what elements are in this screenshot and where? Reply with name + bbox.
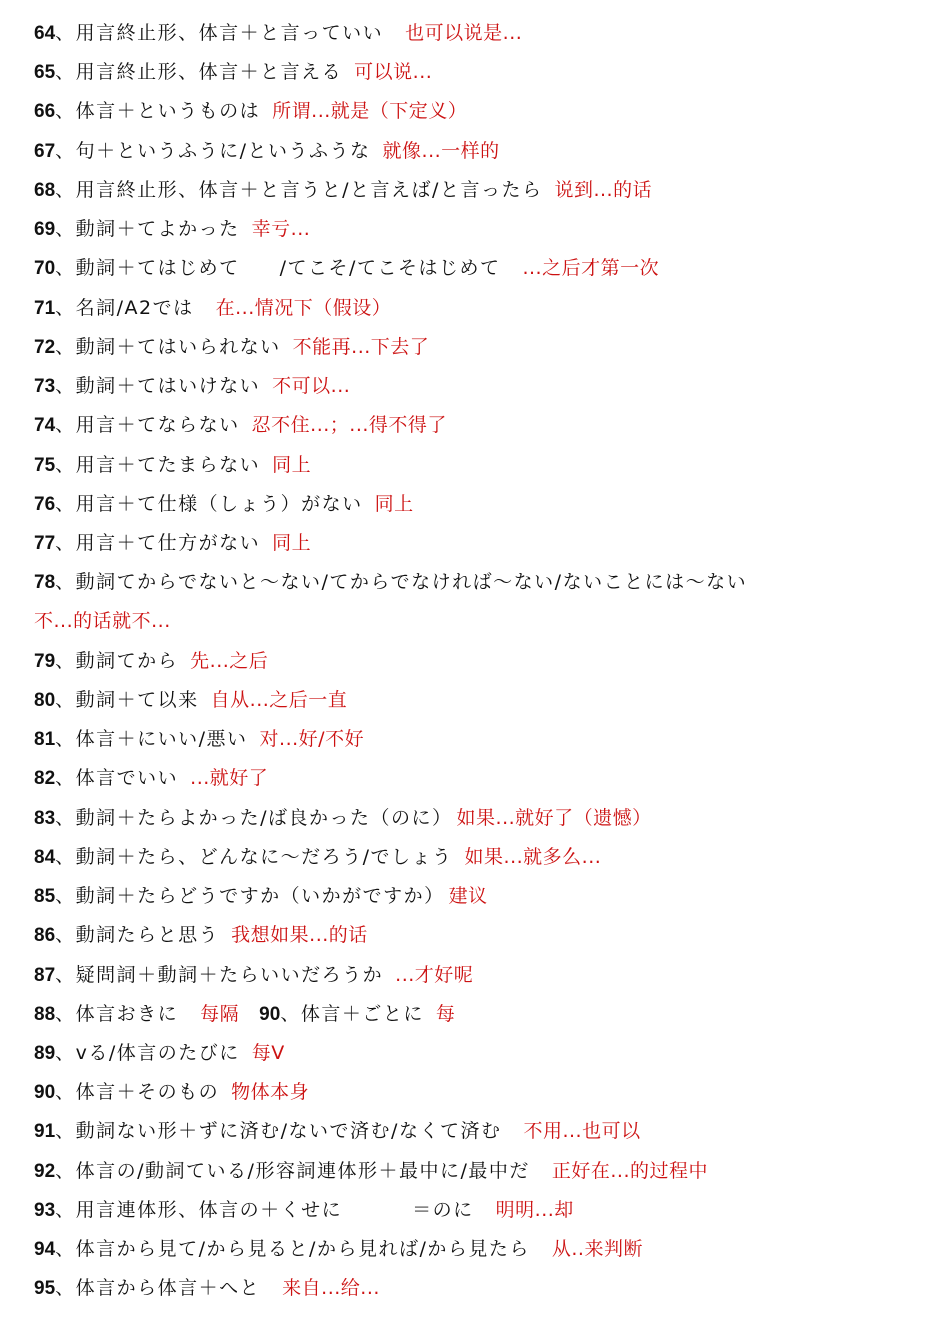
entry-chinese: 同上 — [374, 493, 414, 515]
entry-90 — [34, 1077, 309, 1107]
entry-number: 78 — [34, 572, 56, 593]
entry-94 — [34, 1234, 643, 1264]
entry-number: 89 — [34, 1043, 56, 1064]
entry-95 — [34, 1273, 380, 1303]
entry-japanese-inline: 、体言＋ごとに — [280, 1003, 424, 1025]
entry-japanese: 、動詞＋て以来 — [55, 689, 199, 711]
entry-number: 65 — [34, 62, 56, 83]
entry-japanese: 、動詞＋たらよかった/ば良かった（のに） — [55, 807, 453, 829]
entry-chinese: ...就好了 — [190, 767, 269, 789]
entry-number-inline: 90 — [259, 1004, 281, 1025]
entry-number: 75 — [34, 455, 56, 476]
entry-chinese: ...才好呢 — [395, 964, 474, 986]
entry-japanese: 、名詞/A2では — [55, 297, 194, 319]
entry-chinese: 如果...就多么... — [464, 846, 602, 868]
entry-number: 81 — [34, 729, 56, 750]
entry-chinese: 对...好/不好 — [259, 728, 365, 750]
entry-66 — [34, 96, 467, 126]
entry-number: 83 — [34, 808, 56, 829]
entry-chinese: 可以说... — [354, 61, 433, 83]
entry-japanese: 、体言でいい — [55, 767, 179, 789]
entry-chinese: 如果...就好了（遗憾） — [456, 807, 652, 829]
entry-chinese: 就像...一样的 — [382, 140, 500, 162]
entry-chinese: 不用...也可以 — [523, 1120, 641, 1142]
entry-number: 95 — [34, 1278, 56, 1299]
entry-68 — [34, 175, 652, 205]
entry-72 — [34, 332, 429, 362]
entry-chinese: 从..来判断 — [551, 1238, 643, 1260]
entry-japanese: 、体言＋そのもの — [55, 1081, 220, 1103]
entry-chinese: 明明...却 — [495, 1199, 574, 1221]
entry-75 — [34, 450, 311, 480]
entry-number: 64 — [34, 23, 56, 44]
entry-japanese: 、用言＋てたまらない — [55, 454, 261, 476]
entry-japanese: 、用言終止形、体言＋と言っていい — [55, 22, 384, 44]
entry-japanese: 、体言から体言＋へと — [55, 1277, 261, 1299]
entry-chinese: 自从...之后一直 — [210, 689, 348, 711]
entry-71 — [34, 293, 391, 323]
entry-japanese: 、動詞＋てよかった — [55, 218, 240, 240]
entry-76 — [34, 489, 414, 519]
entry-64 — [34, 18, 522, 48]
entry-65 — [34, 57, 432, 87]
entry-japanese: 、動詞＋たらどうですか（いかがですか） — [55, 885, 445, 907]
entry-chinese: 在...情况下（假设） — [215, 297, 392, 319]
entry-japanese: 、動詞＋てはいけない — [55, 375, 261, 397]
entry-japanese: 、vる/体言のたびに — [55, 1042, 240, 1064]
entry-japanese: 、用言＋て仕方がない — [55, 532, 261, 554]
entry-number: 92 — [34, 1161, 56, 1182]
entry-87 — [34, 960, 473, 990]
entry-chinese: ...之后才第一次 — [522, 257, 660, 279]
entry-japanese: 、用言連体形、体言の＋くせに — [55, 1199, 343, 1221]
entry-chinese: 同上 — [272, 454, 312, 476]
entry-number: 93 — [34, 1200, 56, 1221]
entry-japanese-alt: /てこそ/てこそはじめて — [279, 257, 501, 279]
entry-78 — [34, 567, 747, 597]
entry-japanese: 、用言＋て仕様（しょう）がない — [55, 493, 363, 515]
entry-japanese: 、体言＋にいい/悪い — [55, 728, 248, 750]
entry-chinese: 物体本身 — [231, 1081, 310, 1103]
entry-japanese: 、動詞たらと思う — [55, 924, 220, 946]
entry-number: 90 — [34, 1082, 56, 1103]
entry-japanese: 、動詞てから — [55, 650, 179, 672]
entry-91 — [34, 1116, 641, 1146]
entry-japanese: 、用言終止形、体言＋と言うと/と言えば/と言ったら — [55, 179, 543, 201]
entry-80 — [34, 685, 347, 715]
entry-77 — [34, 528, 311, 558]
entry-number: 76 — [34, 494, 56, 515]
entry-83 — [34, 803, 652, 833]
entry-chinese: 忍不住...；...得不得了 — [251, 414, 447, 436]
entry-japanese: 、動詞＋たら、どんなに～だろう/でしょう — [55, 846, 453, 868]
entry-japanese: 、用言＋てならない — [55, 414, 240, 436]
entry-number: 74 — [34, 415, 56, 436]
entry-number: 80 — [34, 690, 56, 711]
entry-69 — [34, 214, 310, 244]
entry-number: 82 — [34, 768, 56, 789]
entry-number: 86 — [34, 925, 56, 946]
entry-number: 73 — [34, 376, 56, 397]
entry-chinese: 先...之后 — [190, 650, 269, 672]
entry-92 — [34, 1156, 708, 1186]
entry-japanese: 、体言＋というものは — [55, 100, 261, 122]
entry-japanese: 、用言終止形、体言＋と言える — [55, 61, 343, 83]
entry-78-continuation — [34, 606, 171, 636]
entry-chinese: 我想如果...的话 — [231, 924, 368, 946]
entry-japanese: 、動詞＋てはいられない — [55, 336, 281, 358]
entry-number: 85 — [34, 886, 56, 907]
entry-number: 79 — [34, 651, 56, 672]
entry-japanese: 、疑問詞＋動詞＋たらいいだろうか — [55, 964, 384, 986]
entry-number: 77 — [34, 533, 56, 554]
entry-chinese: 所谓...就是（下定义） — [272, 100, 468, 122]
entry-number: 94 — [34, 1239, 56, 1260]
entry-number: 71 — [34, 298, 56, 319]
entry-73 — [34, 371, 350, 401]
entry-japanese: 、動詞＋てはじめて — [55, 257, 240, 279]
entry-85 — [34, 881, 488, 911]
entry-chinese: 每V — [251, 1042, 285, 1064]
entry-chinese: 幸亏... — [251, 218, 311, 240]
entry-japanese-alt: ＝のに — [412, 1199, 474, 1221]
entry-number: 91 — [34, 1121, 56, 1142]
entry-number: 84 — [34, 847, 56, 868]
entry-chinese: 不可以... — [272, 375, 351, 397]
entry-86 — [34, 920, 368, 950]
entry-japanese: 、動詞てからでないと～ない/てからでなければ～ない/ないことには～ない — [55, 571, 748, 593]
entry-number: 66 — [34, 101, 56, 122]
entry-chinese: 说到...的话 — [554, 179, 653, 201]
entry-japanese: 、体言おきに — [55, 1003, 179, 1025]
entry-84 — [34, 842, 601, 872]
entry-79 — [34, 646, 268, 676]
entry-chinese: 正好在...的过程中 — [551, 1160, 708, 1182]
entry-chinese: 也可以说是... — [405, 22, 523, 44]
entry-chinese: 同上 — [272, 532, 312, 554]
entry-number: 67 — [34, 141, 56, 162]
entry-number: 70 — [34, 258, 56, 279]
entry-number: 87 — [34, 965, 56, 986]
entry-number: 88 — [34, 1004, 56, 1025]
entry-chinese: 每隔 — [200, 1003, 240, 1025]
entry-67 — [34, 136, 500, 166]
entry-japanese: 、体言から見て/から見ると/から見れば/から見たら — [55, 1238, 530, 1260]
entry-chinese: 不能再...下去了 — [292, 336, 430, 358]
entry-88 — [34, 999, 455, 1029]
entry-89 — [34, 1038, 285, 1068]
entry-number: 72 — [34, 337, 56, 358]
entry-japanese: 、句＋というふうに/というふうな — [55, 140, 371, 162]
entry-chinese: 建议 — [448, 885, 488, 907]
entry-number: 68 — [34, 180, 56, 201]
entry-japanese: 、体言の/動詞ている/形容詞連体形＋最中に/最中だ — [55, 1160, 530, 1182]
entry-chinese-inline: 每 — [435, 1003, 456, 1025]
entry-74 — [34, 410, 447, 440]
entry-chinese: 不...的话就不... — [34, 610, 171, 632]
entry-93 — [34, 1195, 574, 1225]
entry-82 — [34, 763, 268, 793]
entry-japanese: 、動詞ない形＋ずに済む/ないで済む/なくて済む — [55, 1120, 502, 1142]
entry-number: 69 — [34, 219, 56, 240]
entry-chinese: 来自...给... — [282, 1277, 380, 1299]
entry-81 — [34, 724, 364, 754]
entry-70 — [34, 253, 659, 283]
